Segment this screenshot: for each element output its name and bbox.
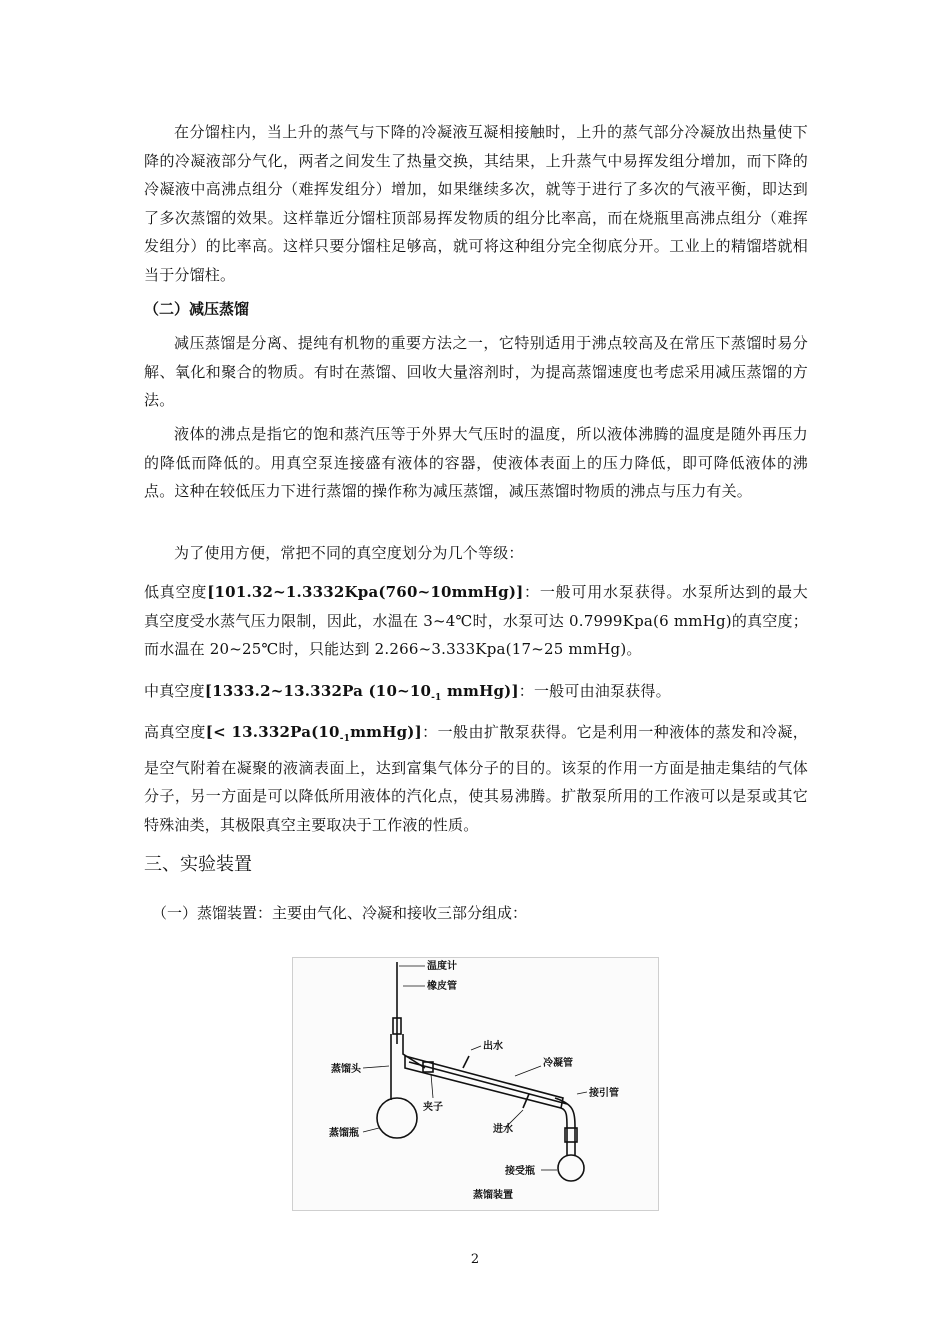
paragraph-high-vacuum [144,718,808,839]
distillation-apparatus-figure [292,957,659,1211]
mid-vacuum-range-a: [1333.2~13.332Pa (10~10 [204,682,432,700]
high-vacuum-text: ：一般由扩散泵获得。它是利用一种液体的蒸发和冷凝，是空气附着在凝聚的液滴表面上，达到富集气体分子的目的。该泵的作用一方面是抽走集结的气体分子，另一方面是可以降低所用液体的汽化点，使其易沸腾。扩散泵所用的工作液可以是泵或其它特殊油类，其极限真空主要取决于工作液的性质。 [144,723,808,834]
distillation-apparatus-diagram [293,958,658,1210]
still-head-shape [391,1034,425,1100]
mid-vacuum-range [204,682,519,703]
water-out-tube [463,1056,469,1068]
low-vacuum-text: ：一般可用水泵获得。水泵所达到的最大真空度受水蒸气压力限制，因此，水温在 3~4℃时，水泵可达 0.7999Kpa(6 mmHg)的真空度；而水温在 20~25℃时，只能达到 2.266~3.333Kpa(17~25 mmHg)。 [144,583,808,658]
heading-vacuum-distillation: （二）减压蒸馏 [144,300,250,318]
label-adapter: 接引管 [589,1088,619,1099]
label-water-out: 出水 [483,1041,503,1052]
subsection-distillation-apparatus: （一）蒸馏装置：主要由气化、冷凝和接收三部分组成： [152,904,528,922]
high-vacuum-range-b: mmHg)] [350,723,422,741]
section-experiment-apparatus: 三、实验装置 [144,854,252,875]
label-flask: 蒸馏瓶 [329,1128,359,1139]
label-water-in: 进水 [493,1124,513,1135]
label-thermometer: 温度计 [427,961,457,972]
paragraph-vacuum-levels-intro: 为了使用方便，常把不同的真空度划分为几个等级： [174,544,524,562]
paragraph-mid-vacuum [144,677,808,713]
figure-caption: 蒸馏装置 [473,1190,513,1201]
water-in-tube [523,1094,529,1108]
paragraph-vacuum-intro: 减压蒸馏是分离、提纯有机物的重要方法之一，它特别适用于沸点较高及在常压下蒸馏时易分解、氧化和聚合的物质。有时在蒸馏、回收大量溶剂时，为提高蒸馏速度也考虑采用减压蒸馏的方法。 [144,334,808,409]
mid-vacuum-text: ：一般可由油泵获得。 [518,682,671,700]
low-vacuum-label: 低真空度 [144,583,208,601]
high-vacuum-label: 高真空度 [144,723,206,741]
mid-vacuum-range-exp: -1 [431,693,442,703]
page-number: 2 [470,1252,480,1267]
label-still-head: 蒸馏头 [331,1064,361,1075]
label-condenser: 冷凝管 [543,1058,573,1069]
high-vacuum-range-a: [< 13.332Pa(10 [205,723,340,741]
label-rubber-tube: 橡皮管 [427,981,457,992]
receiver-flask-shape [558,1155,584,1181]
mid-vacuum-range-b: mmHg)] [441,682,519,700]
label-clamp: 夹子 [423,1102,443,1113]
high-vacuum-range [205,723,422,744]
mid-vacuum-label: 中真空度 [144,682,205,700]
paragraph-boiling-point: 液体的沸点是指它的饱和蒸汽压等于外界大气压时的温度，所以液体沸腾的温度是随外再压力的降低而降低的。用真空泵连接盛有液体的容器，使液体表面上的压力降低，即可降低液体的沸点。这种在较低压力下进行蒸馏的操作称为减压蒸馏，减压蒸馏时物质的沸点与压力有关。 [144,425,808,500]
high-vacuum-range-exp: -1 [339,734,351,744]
paragraph-fractionation: 在分馏柱内，当上升的蒸气与下降的冷凝液互凝相接触时，上升的蒸气部分冷凝放出热量使下降的冷凝液部分气化，两者之间发生了热量交换，其结果，上升蒸气中易挥发组分增加，而下降的冷凝液中高沸点组分（难挥发组分）增加，如果继续多次，就等于进行了多次的气液平衡，即达到了多次蒸馏的效果。这样靠近分馏柱顶部易挥发物质的组分比率高，而在烧瓶里高沸点组分（难挥发组分）的比率高。这样只要分馏柱足够高，就可将这种组分完全彻底分开。工业上的精馏塔就相当于分馏柱。 [144,123,808,284]
still-flask-shape [377,1098,417,1138]
label-receiver: 接受瓶 [505,1166,535,1177]
low-vacuum-range: [101.32~1.3332Kpa(760~10mmHg)] [207,583,524,601]
paragraph-low-vacuum [144,578,808,664]
